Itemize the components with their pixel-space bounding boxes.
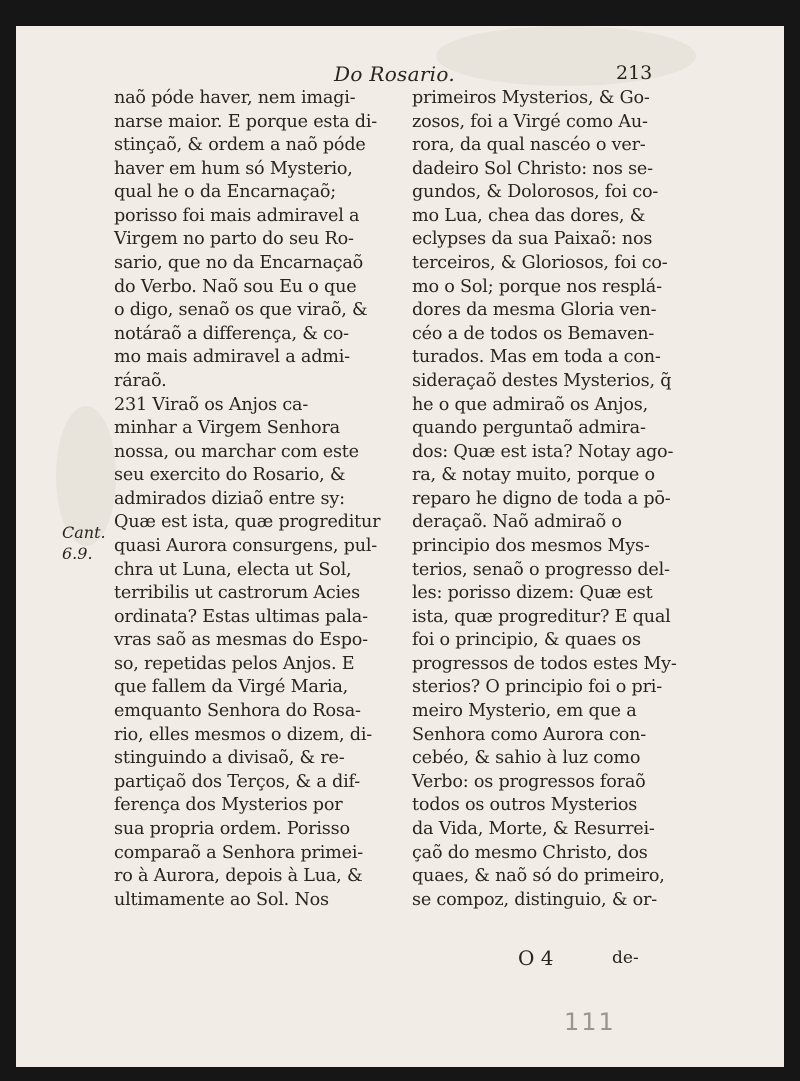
text-line: reparo he digno de toda a pō- [412,488,671,509]
text-line: ra, & notay muito, porque o [412,465,655,486]
text-line: so, repetidas pelos Anjos. E [114,653,355,674]
page-footer [16,946,784,974]
right-column [412,87,704,912]
text-line: sua propria ordem. Porisso [114,818,350,839]
text-line: terios, senaõ o progresso del- [412,559,670,580]
text-line: ráraõ. [114,370,167,391]
text-line: deraçaõ. Naõ admiraõ o [412,512,622,533]
text-line: les: porisso dizem: Quæ est [412,583,653,604]
text-line: meiro Mysterio, em que a [412,701,637,722]
text-line: ordinata? Estas ultimas pala- [114,606,368,627]
text-line: emquanto Senhora do Rosa- [114,701,361,722]
text-line: da Vida, Morte, & Resurrei- [412,818,655,839]
text-line: Senhora como Aurora con- [412,724,646,745]
page-header [16,62,784,88]
text-line: quaes, & naõ só do primeiro, [412,866,665,887]
text-line: terceiros, & Gloriosos, foi co- [412,253,668,274]
text-line: partiçaõ dos Terços, & a dif- [114,771,360,792]
text-line: quando perguntaõ admira- [412,418,646,439]
book-page [16,26,784,1067]
margin-note-line: 6.9. [62,544,93,563]
margin-note [62,522,106,564]
text-line: sterios? O principio foi o pri- [412,677,662,698]
text-line: çaõ do mesmo Christo, dos [412,842,648,863]
text-line: seu exercito do Rosario, & [114,465,346,486]
catchword: de- [612,948,639,968]
text-line: céo a de todos os Bemaven- [412,323,655,344]
text-line: chra ut Luna, electa ut Sol, [114,559,352,580]
text-line: dos: Quæ est ista? Notay ago- [412,441,674,462]
text-line: principio dos mesmos Mys- [412,535,650,556]
text-line: progressos de todos estes My- [412,653,677,674]
text-line: ferença dos Mysterios por [114,795,343,816]
text-line: zosos, foi a Virgé como Au- [412,111,648,132]
text-line: gundos, & Dolorosos, foi co- [412,182,659,203]
text-line: porisso foi mais admiravel a [114,205,360,226]
text-line: comparaõ a Senhora primei- [114,842,364,863]
margin-note-line: Cant. [62,523,106,542]
text-line: que fallem da Virgé Maria, [114,677,349,698]
text-line: foi o principio, & quaes os [412,630,641,651]
handwritten-number: 111 [564,1008,616,1036]
text-line: notáraõ a differença, & co- [114,323,349,344]
text-line: stinçaõ, & ordem a naõ póde [114,135,366,156]
text-line: rio, elles mesmos o dizem, di- [114,724,372,745]
text-line: Quæ est ista, quæ progreditur [114,512,381,533]
running-head: Do Rosario. [334,62,456,86]
text-line: sario, que no da Encarnaçaõ [114,253,364,274]
text-line: 231 Viraõ os Anjos ca- [114,394,309,415]
text-line: mo o Sol; porque nos resplá- [412,276,662,297]
text-line: haver em hum só Mysterio, [114,158,353,179]
text-line: eclypses da sua Paixaõ: nos [412,229,653,250]
text-line: admirados diziaõ entre sy: [114,488,345,509]
signature-mark: O 4 [518,946,554,970]
text-line: se compoz, distinguio, & or- [412,889,658,910]
text-line: o digo, senaõ os que viraõ, & [114,300,368,321]
text-line: nossa, ou marchar com este [114,441,359,462]
text-line: cebéo, & sahio à luz como [412,748,641,769]
text-line: Verbo: os progressos foraõ [412,771,646,792]
left-column [114,87,396,912]
text-line: ista, quæ progreditur? E qual [412,606,671,627]
text-line: rora, da qual nascéo o ver- [412,135,646,156]
text-line: dadeiro Sol Christo: nos se- [412,158,653,179]
text-line: quasi Aurora consurgens, pul- [114,535,377,556]
text-line: mo Lua, chea das dores, & [412,205,646,226]
text-line: primeiros Mysterios, & Go- [412,88,650,108]
text-line: minhar a Virgem Senhora [114,418,340,439]
text-line: do Verbo. Naõ sou Eu o que [114,276,357,297]
text-line: dores da mesma Gloria ven- [412,300,657,321]
text-line: vras saõ as mesmas do Espo- [114,630,368,651]
text-line: stinguindo a divisaõ, & re- [114,748,345,769]
text-line: ultimamente ao Sol. Nos [114,889,329,910]
page-number: 213 [616,62,653,84]
text-line: qual he o da Encarnaçaõ; [114,182,336,203]
text-line: ro à Aurora, depois à Lua, & [114,866,363,887]
text-line: turados. Mas em toda a con- [412,347,661,368]
text-line: todos os outros Mysterios [412,795,638,816]
text-line: terribilis ut castrorum Acies [114,583,360,604]
text-line: sideraçaõ destes Mysterios, q̃ [412,370,672,391]
text-line: Virgem no parto do seu Ro- [114,229,354,250]
text-line: narse maior. E porque esta di- [114,111,378,132]
text-line: he o que admiraõ os Anjos, [412,394,648,415]
text-line: naõ póde haver, nem imagi- [114,88,356,108]
text-line: mo mais admiravel a admi- [114,347,350,368]
